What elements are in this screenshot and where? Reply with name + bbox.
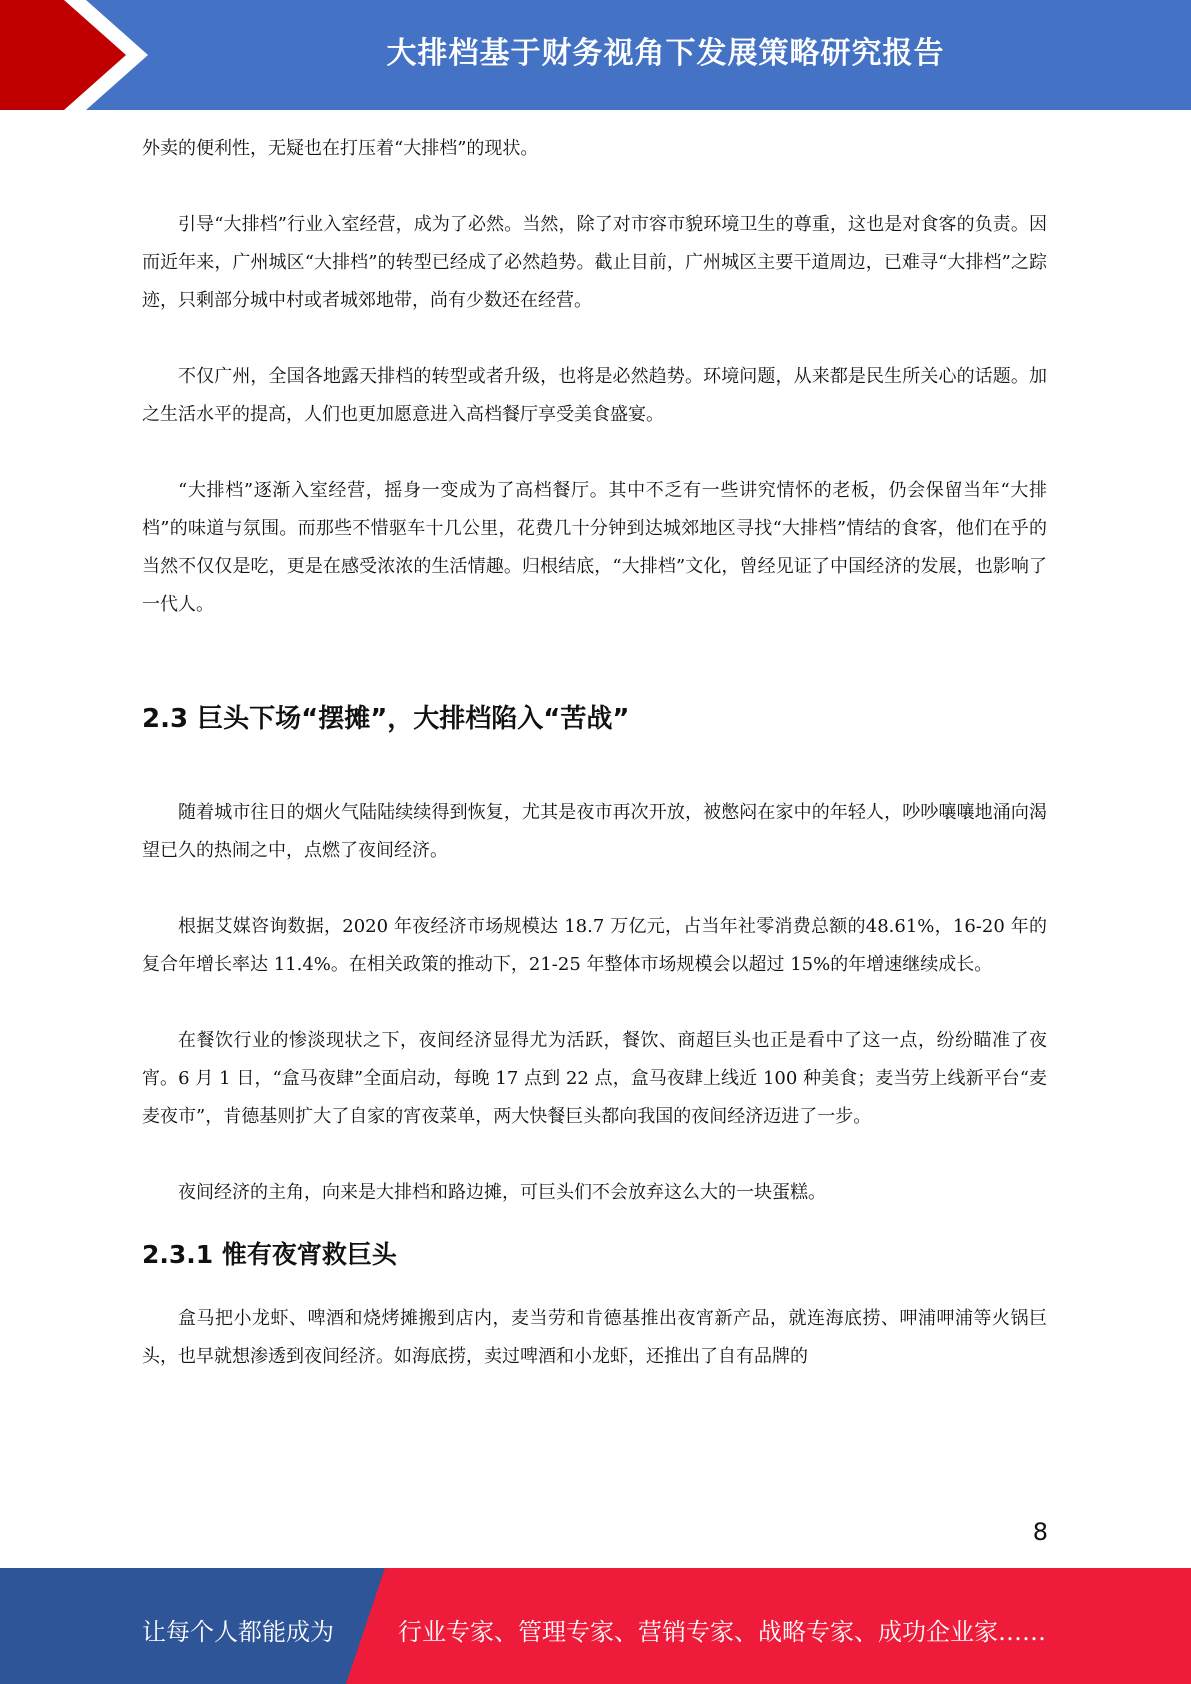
paragraph: 外卖的便利性，无疑也在打压着“大排档”的现状。 [142, 138, 539, 159]
footer-slogan-left: 让每个人都能成为 [142, 1618, 334, 1646]
page-footer [0, 1568, 1191, 1684]
paragraph: 随着城市往日的烟火气陆陆续续得到恢复，尤其是夜市再次开放，被憋闷在家中的年轻人，吵吵嚷嚷地涌向渴望已久的热闹之中，点燃了夜间经济。 [142, 802, 1047, 861]
paragraph: 夜间经济的主角，向来是大排档和路边摊，可巨头们不会放弃这么大的一块蛋糕。 [178, 1182, 826, 1203]
section-heading-2-3-1: 2.3.1 惟有夜宵救巨头 [142, 1240, 397, 1269]
paragraph: 盒马把小龙虾、啤酒和烧烤摊搬到店内，麦当劳和肯德基推出夜宵新产品，就连海底捞、呷浦呷浦等火锅巨头，也早就想渗透到夜间经济。如海底捞，卖过啤酒和小龙虾，还推出了自有品牌的 [142, 1308, 1047, 1367]
main-content [142, 130, 1047, 1376]
report-title: 大排档基于财务视角下发展策略研究报告 [386, 36, 945, 71]
page-header [0, 0, 1191, 110]
paragraph: 根据艾媒咨询数据，2020 年夜经济市场规模达 18.7 万亿元，占当年社零消费总额的48.61%，16-20 年的复合年增长率达 11.4%。在相关政策的推动下，21-25 年整体市场规模会以超过 15%的年增速继续成长。 [142, 916, 1047, 975]
paragraph: “大排档”逐渐入室经营，摇身一变成为了高档餐厅。其中不乏有一些讲究情怀的老板，仍会保留当年“大排档”的味道与氛围。而那些不惜驱车十几公里，花费几十分钟到达城郊地区寻找“大排档”情结的食客，他们在乎的当然不仅仅是吃，更是在感受浓浓的生活情趣。归根结底，“大排档”文化，曾经见证了中国经济的发展，也影响了一代人。 [142, 480, 1047, 615]
paragraph: 引导“大排档”行业入室经营，成为了必然。当然，除了对市容市貌环境卫生的尊重，这也是对食客的负责。因而近年来，广州城区“大排档”的转型已经成了必然趋势。截止目前，广州城区主要干道周边，已难寻“大排档”之踪迹，只剩部分城中村或者城郊地带，尚有少数还在经营。 [142, 214, 1047, 311]
paragraph: 不仅广州，全国各地露天排档的转型或者升级，也将是必然趋势。环境问题，从来都是民生所关心的话题。加之生活水平的提高，人们也更加愿意进入高档餐厅享受美食盛宴。 [142, 366, 1047, 425]
footer-slogan-right: 行业专家、管理专家、营销专家、战略专家、成功企业家…… [398, 1618, 1046, 1646]
header-red-arrow-decoration [0, 0, 150, 110]
page-number: 8 [1032, 1518, 1048, 1546]
paragraph: 在餐饮行业的惨淡现状之下，夜间经济显得尤为活跃，餐饮、商超巨头也正是看中了这一点，纷纷瞄准了夜宵。6 月 1 日，“盒马夜肆”全面启动，每晚 17 点到 22 点，盒马夜肆上线近 100 种美食；麦当劳上线新平台“麦麦夜市”，肯德基则扩大了自家的宵夜菜单，两大快餐巨头都向我国的夜间经济迈进了一步。 [142, 1030, 1047, 1127]
section-heading-2-3: 2.3 巨头下场“摆摊”，大排档陷入“苦战” [142, 704, 630, 734]
